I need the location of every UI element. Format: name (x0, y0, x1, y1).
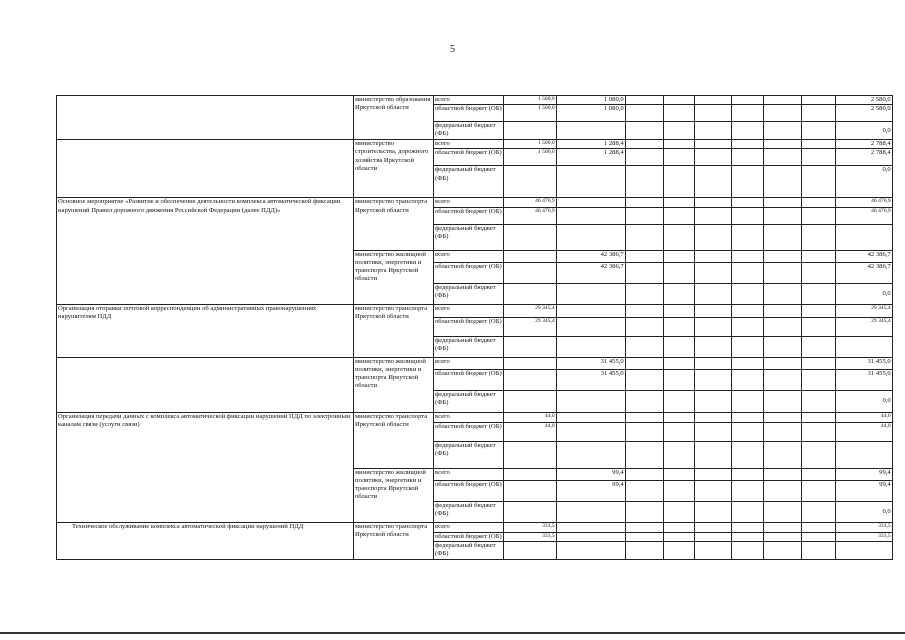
empty-cell (625, 166, 663, 198)
empty-cell (663, 166, 694, 198)
empty-cell (556, 122, 625, 140)
value-cell: 2 580,0 (835, 105, 892, 122)
empty-cell (694, 522, 731, 532)
empty-cell (663, 468, 694, 480)
value-cell: 99,4 (556, 480, 625, 501)
value-cell: 46 476,9 (503, 207, 556, 224)
value-cell: 99,4 (835, 480, 892, 501)
empty-cell (731, 262, 763, 283)
empty-cell (663, 149, 694, 166)
empty-cell (556, 422, 625, 441)
funding-source: всего (434, 96, 504, 105)
empty-cell (801, 207, 835, 224)
empty-cell (694, 369, 731, 390)
empty-cell (731, 480, 763, 501)
value-cell: 1 080,0 (556, 96, 625, 105)
empty-cell (801, 122, 835, 140)
empty-cell (763, 122, 801, 140)
table-row (57, 198, 893, 207)
empty-cell (763, 541, 801, 559)
value-cell: 99,4 (556, 468, 625, 480)
table-row (57, 140, 893, 149)
value-cell: 1 500,0 (503, 96, 556, 105)
empty-cell (503, 224, 556, 250)
empty-cell (731, 541, 763, 559)
empty-cell (503, 283, 556, 304)
empty-cell (763, 140, 801, 149)
activity-cell (57, 96, 354, 140)
value-cell: 2 788,4 (835, 149, 892, 166)
funding-source: всего (434, 468, 504, 480)
empty-cell (694, 198, 731, 207)
funding-source: федеральный бюджет (ФБ) (434, 541, 504, 559)
empty-cell (625, 304, 663, 317)
empty-cell (731, 390, 763, 412)
table-row (57, 357, 893, 369)
empty-cell (625, 480, 663, 501)
table-row (57, 412, 893, 422)
value-cell: 1 500,0 (503, 149, 556, 166)
empty-cell (763, 390, 801, 412)
value-cell: 44,0 (835, 412, 892, 422)
value-cell: 333,5 (835, 532, 892, 541)
empty-cell (694, 541, 731, 559)
value-cell: 1 080,0 (556, 105, 625, 122)
value-cell: 31 455,0 (835, 369, 892, 390)
empty-cell (801, 336, 835, 357)
empty-cell (694, 149, 731, 166)
value-cell: 0,0 (835, 283, 892, 304)
empty-cell (731, 198, 763, 207)
funding-source: всего (434, 304, 504, 317)
empty-cell (731, 304, 763, 317)
empty-cell (663, 317, 694, 336)
value-cell: 0,0 (835, 390, 892, 412)
empty-cell (694, 96, 731, 105)
executor-cell: министерство транспорта Иркутской области (354, 198, 434, 250)
activity-cell: Организация передачи данных с комплекса автоматической фиксации нарушений ПДД по электронным каналам связи (услуги связи) (57, 412, 354, 522)
empty-cell (763, 224, 801, 250)
empty-cell (801, 198, 835, 207)
empty-cell (731, 412, 763, 422)
empty-cell (556, 532, 625, 541)
activity-cell (57, 140, 354, 198)
value-cell: 333,5 (835, 522, 892, 532)
empty-cell (835, 336, 892, 357)
empty-cell (625, 105, 663, 122)
empty-cell (625, 140, 663, 149)
table-row (57, 522, 893, 532)
empty-cell (663, 336, 694, 357)
empty-cell (556, 412, 625, 422)
empty-cell (801, 369, 835, 390)
empty-cell (663, 304, 694, 317)
empty-cell (731, 283, 763, 304)
empty-cell (625, 369, 663, 390)
empty-cell (801, 149, 835, 166)
empty-cell (694, 501, 731, 522)
activity-cell: Организация отправки почтовой корреспонденции об административных правонарушениях нарушителям ПДД (57, 304, 354, 357)
empty-cell (625, 441, 663, 468)
funding-source: областной бюджет (ОБ) (435, 532, 502, 540)
funding-source: областной бюджет (ОБ) (434, 369, 504, 390)
empty-cell (625, 390, 663, 412)
empty-cell (625, 501, 663, 522)
empty-cell (694, 250, 731, 262)
empty-cell (556, 198, 625, 207)
empty-cell (694, 336, 731, 357)
empty-cell (556, 304, 625, 317)
empty-cell (625, 262, 663, 283)
empty-cell (694, 357, 731, 369)
empty-cell (763, 283, 801, 304)
empty-cell (763, 532, 801, 541)
empty-cell (694, 207, 731, 224)
empty-cell (663, 422, 694, 441)
empty-cell (663, 357, 694, 369)
empty-cell (625, 357, 663, 369)
empty-cell (731, 166, 763, 198)
value-cell: 29 345,4 (503, 317, 556, 336)
empty-cell (801, 140, 835, 149)
empty-cell (763, 480, 801, 501)
value-cell: 44,0 (503, 422, 556, 441)
empty-cell (625, 541, 663, 559)
table-row (57, 96, 893, 105)
page-bottom-edge (0, 632, 905, 634)
empty-cell (801, 422, 835, 441)
empty-cell (731, 250, 763, 262)
empty-cell (731, 468, 763, 480)
funding-source: федеральный бюджет (ФБ) (434, 336, 504, 357)
empty-cell (625, 250, 663, 262)
empty-cell (663, 250, 694, 262)
activity-cell: Техническое обслуживание комплекса автоматической фиксации нарушений ПДД (57, 522, 354, 559)
empty-cell (694, 317, 731, 336)
empty-cell (556, 224, 625, 250)
empty-cell (625, 96, 663, 105)
empty-cell (503, 369, 556, 390)
empty-cell (625, 149, 663, 166)
empty-cell (801, 317, 835, 336)
empty-cell (625, 122, 663, 140)
empty-cell (556, 283, 625, 304)
empty-cell (625, 207, 663, 224)
empty-cell (663, 480, 694, 501)
value-cell: 42 386,7 (835, 262, 892, 283)
empty-cell (763, 501, 801, 522)
funding-source: федеральный бюджет (ФБ) (434, 441, 504, 468)
empty-cell (731, 207, 763, 224)
empty-cell (556, 441, 625, 468)
empty-cell (763, 262, 801, 283)
empty-cell (801, 166, 835, 198)
empty-cell (556, 390, 625, 412)
value-cell: 99,4 (835, 468, 892, 480)
value-cell: 29 345,4 (503, 304, 556, 317)
empty-cell (801, 412, 835, 422)
empty-cell (763, 207, 801, 224)
empty-cell (731, 96, 763, 105)
empty-cell (625, 317, 663, 336)
value-cell: 29 345,4 (835, 304, 892, 317)
empty-cell (763, 336, 801, 357)
activity-cell: Основное мероприятие «Развитие и обеспечение деятельности комплекса автоматической фиксации нарушений Правил дорожного движения Российской Федерации (далее ПДД)» (57, 198, 354, 304)
empty-cell (625, 336, 663, 357)
value-cell: 31 455,0 (556, 369, 625, 390)
empty-cell (663, 198, 694, 207)
value-cell: 42 386,7 (835, 250, 892, 262)
empty-cell (763, 166, 801, 198)
empty-cell (801, 262, 835, 283)
empty-cell (503, 357, 556, 369)
empty-cell (663, 441, 694, 468)
empty-cell (694, 105, 731, 122)
empty-cell (663, 140, 694, 149)
value-cell: 1 500,0 (503, 140, 556, 149)
empty-cell (625, 422, 663, 441)
value-cell: 333,5 (503, 522, 556, 532)
empty-cell (731, 224, 763, 250)
empty-cell (763, 522, 801, 532)
value-cell: 31 455,0 (556, 357, 625, 369)
value-cell: 46 476,9 (835, 207, 892, 224)
empty-cell (663, 522, 694, 532)
empty-cell (503, 250, 556, 262)
empty-cell (694, 262, 731, 283)
value-cell: 29 345,4 (835, 317, 892, 336)
executor-cell: министерство жилищной политики, энергетики и транспорта Иркутской области (354, 357, 434, 412)
empty-cell (556, 317, 625, 336)
empty-cell (763, 357, 801, 369)
empty-cell (625, 522, 663, 532)
empty-cell (763, 149, 801, 166)
empty-cell (503, 390, 556, 412)
funding-source: областной бюджет (ОБ) (434, 149, 504, 166)
value-cell: 31 455,0 (835, 357, 892, 369)
activity-cell (57, 357, 354, 412)
empty-cell (801, 532, 835, 541)
empty-cell (801, 250, 835, 262)
funding-source: федеральный бюджет (ФБ) (434, 122, 504, 140)
value-cell: 333,5 (503, 532, 556, 541)
empty-cell (731, 369, 763, 390)
value-cell: 44,0 (503, 412, 556, 422)
empty-cell (663, 501, 694, 522)
empty-cell (731, 522, 763, 532)
funding-source: всего (434, 250, 504, 262)
empty-cell (694, 468, 731, 480)
empty-cell (801, 501, 835, 522)
empty-cell (503, 501, 556, 522)
empty-cell (763, 412, 801, 422)
empty-cell (694, 283, 731, 304)
empty-cell (694, 441, 731, 468)
page-number: 5 (450, 44, 455, 55)
empty-cell (694, 166, 731, 198)
empty-cell (663, 390, 694, 412)
empty-cell (731, 441, 763, 468)
empty-cell (763, 468, 801, 480)
empty-cell (763, 250, 801, 262)
funding-source: всего (434, 412, 504, 422)
empty-cell (801, 96, 835, 105)
empty-cell (694, 412, 731, 422)
empty-cell (801, 468, 835, 480)
funding-source: федеральный бюджет (ФБ) (434, 283, 504, 304)
empty-cell (503, 166, 556, 198)
empty-cell (694, 480, 731, 501)
empty-cell (763, 105, 801, 122)
executor-cell: министерство транспорта Иркутской области (354, 522, 434, 559)
empty-cell (801, 357, 835, 369)
executor-cell: министерство транспорта Иркутской области (354, 412, 434, 468)
empty-cell (556, 541, 625, 559)
empty-cell (694, 304, 731, 317)
empty-cell (625, 224, 663, 250)
empty-cell (731, 422, 763, 441)
empty-cell (503, 480, 556, 501)
value-cell: 46 476,9 (835, 198, 892, 207)
empty-cell (663, 369, 694, 390)
value-cell: 0,0 (835, 122, 892, 140)
executor-cell: министерство жилищной политики, энергетики и транспорта Иркутской области (354, 468, 434, 522)
empty-cell (731, 532, 763, 541)
empty-cell (556, 522, 625, 532)
empty-cell (763, 422, 801, 441)
empty-cell (801, 283, 835, 304)
empty-cell (694, 422, 731, 441)
empty-cell (663, 224, 694, 250)
funding-source: всего (434, 522, 504, 532)
empty-cell (663, 96, 694, 105)
empty-cell (625, 283, 663, 304)
budget-table (56, 95, 893, 560)
empty-cell (801, 441, 835, 468)
empty-cell (663, 412, 694, 422)
value-cell: 0,0 (835, 166, 892, 198)
funding-source: федеральный бюджет (ФБ) (434, 224, 504, 250)
empty-cell (503, 336, 556, 357)
empty-cell (801, 522, 835, 532)
empty-cell (801, 480, 835, 501)
funding-source: областной бюджет (ОБ) (434, 422, 504, 441)
empty-cell (731, 149, 763, 166)
executor-cell: министерство жилищной политики, энергетики и транспорта Иркутской области (354, 250, 434, 304)
empty-cell (731, 122, 763, 140)
empty-cell (835, 441, 892, 468)
funding-source: областной бюджет (ОБ) (434, 207, 504, 224)
empty-cell (731, 357, 763, 369)
value-cell: 44,0 (835, 422, 892, 441)
empty-cell (625, 468, 663, 480)
empty-cell (835, 541, 892, 559)
empty-cell (835, 224, 892, 250)
empty-cell (763, 441, 801, 468)
funding-source: всего (434, 198, 504, 207)
funding-source: областной бюджет (ОБ) (434, 262, 504, 283)
empty-cell (694, 140, 731, 149)
empty-cell (763, 304, 801, 317)
value-cell: 42 386,7 (556, 250, 625, 262)
empty-cell (763, 369, 801, 390)
table-row (57, 304, 893, 317)
empty-cell (694, 390, 731, 412)
value-cell: 1 288,4 (556, 140, 625, 149)
funding-source: федеральный бюджет (ФБ) (434, 501, 504, 522)
empty-cell (503, 122, 556, 140)
empty-cell (503, 541, 556, 559)
funding-source: федеральный бюджет (ФБ) (434, 166, 504, 198)
empty-cell (801, 541, 835, 559)
executor-cell: министерство строительства, дорожного хозяйства Иркутской области (354, 140, 434, 198)
empty-cell (731, 105, 763, 122)
executor-cell: министерство транспорта Иркутской области (354, 304, 434, 357)
empty-cell (763, 198, 801, 207)
empty-cell (763, 317, 801, 336)
empty-cell (663, 122, 694, 140)
funding-source: всего (434, 357, 504, 369)
empty-cell (801, 390, 835, 412)
executor-cell: министерство образования Иркутской области (354, 96, 434, 140)
empty-cell (731, 336, 763, 357)
empty-cell (556, 501, 625, 522)
empty-cell (625, 198, 663, 207)
value-cell: 0,0 (835, 501, 892, 522)
value-cell: 2 788,4 (835, 140, 892, 149)
empty-cell (503, 441, 556, 468)
empty-cell (694, 122, 731, 140)
empty-cell (801, 105, 835, 122)
funding-source: областной бюджет (ОБ) (434, 105, 504, 122)
empty-cell (663, 541, 694, 559)
empty-cell (503, 468, 556, 480)
empty-cell (663, 105, 694, 122)
empty-cell (556, 336, 625, 357)
empty-cell (801, 224, 835, 250)
value-cell: 2 580,0 (835, 96, 892, 105)
empty-cell (731, 317, 763, 336)
funding-source: федеральный бюджет (ФБ) (434, 390, 504, 412)
empty-cell (663, 532, 694, 541)
empty-cell (625, 532, 663, 541)
empty-cell (663, 283, 694, 304)
empty-cell (663, 262, 694, 283)
empty-cell (556, 207, 625, 224)
empty-cell (763, 96, 801, 105)
value-cell: 1 288,4 (556, 149, 625, 166)
funding-source: областной бюджет (ОБ) (434, 480, 504, 501)
funding-source: всего (434, 140, 504, 149)
empty-cell (694, 224, 731, 250)
value-cell: 42 386,7 (556, 262, 625, 283)
funding-source: областной бюджет (ОБ) (434, 317, 504, 336)
value-cell: 1 500,0 (503, 105, 556, 122)
value-cell: 46 476,9 (503, 198, 556, 207)
empty-cell (801, 304, 835, 317)
empty-cell (556, 166, 625, 198)
empty-cell (663, 207, 694, 224)
empty-cell (731, 140, 763, 149)
empty-cell (731, 501, 763, 522)
empty-cell (503, 262, 556, 283)
empty-cell (625, 412, 663, 422)
empty-cell (694, 532, 731, 541)
